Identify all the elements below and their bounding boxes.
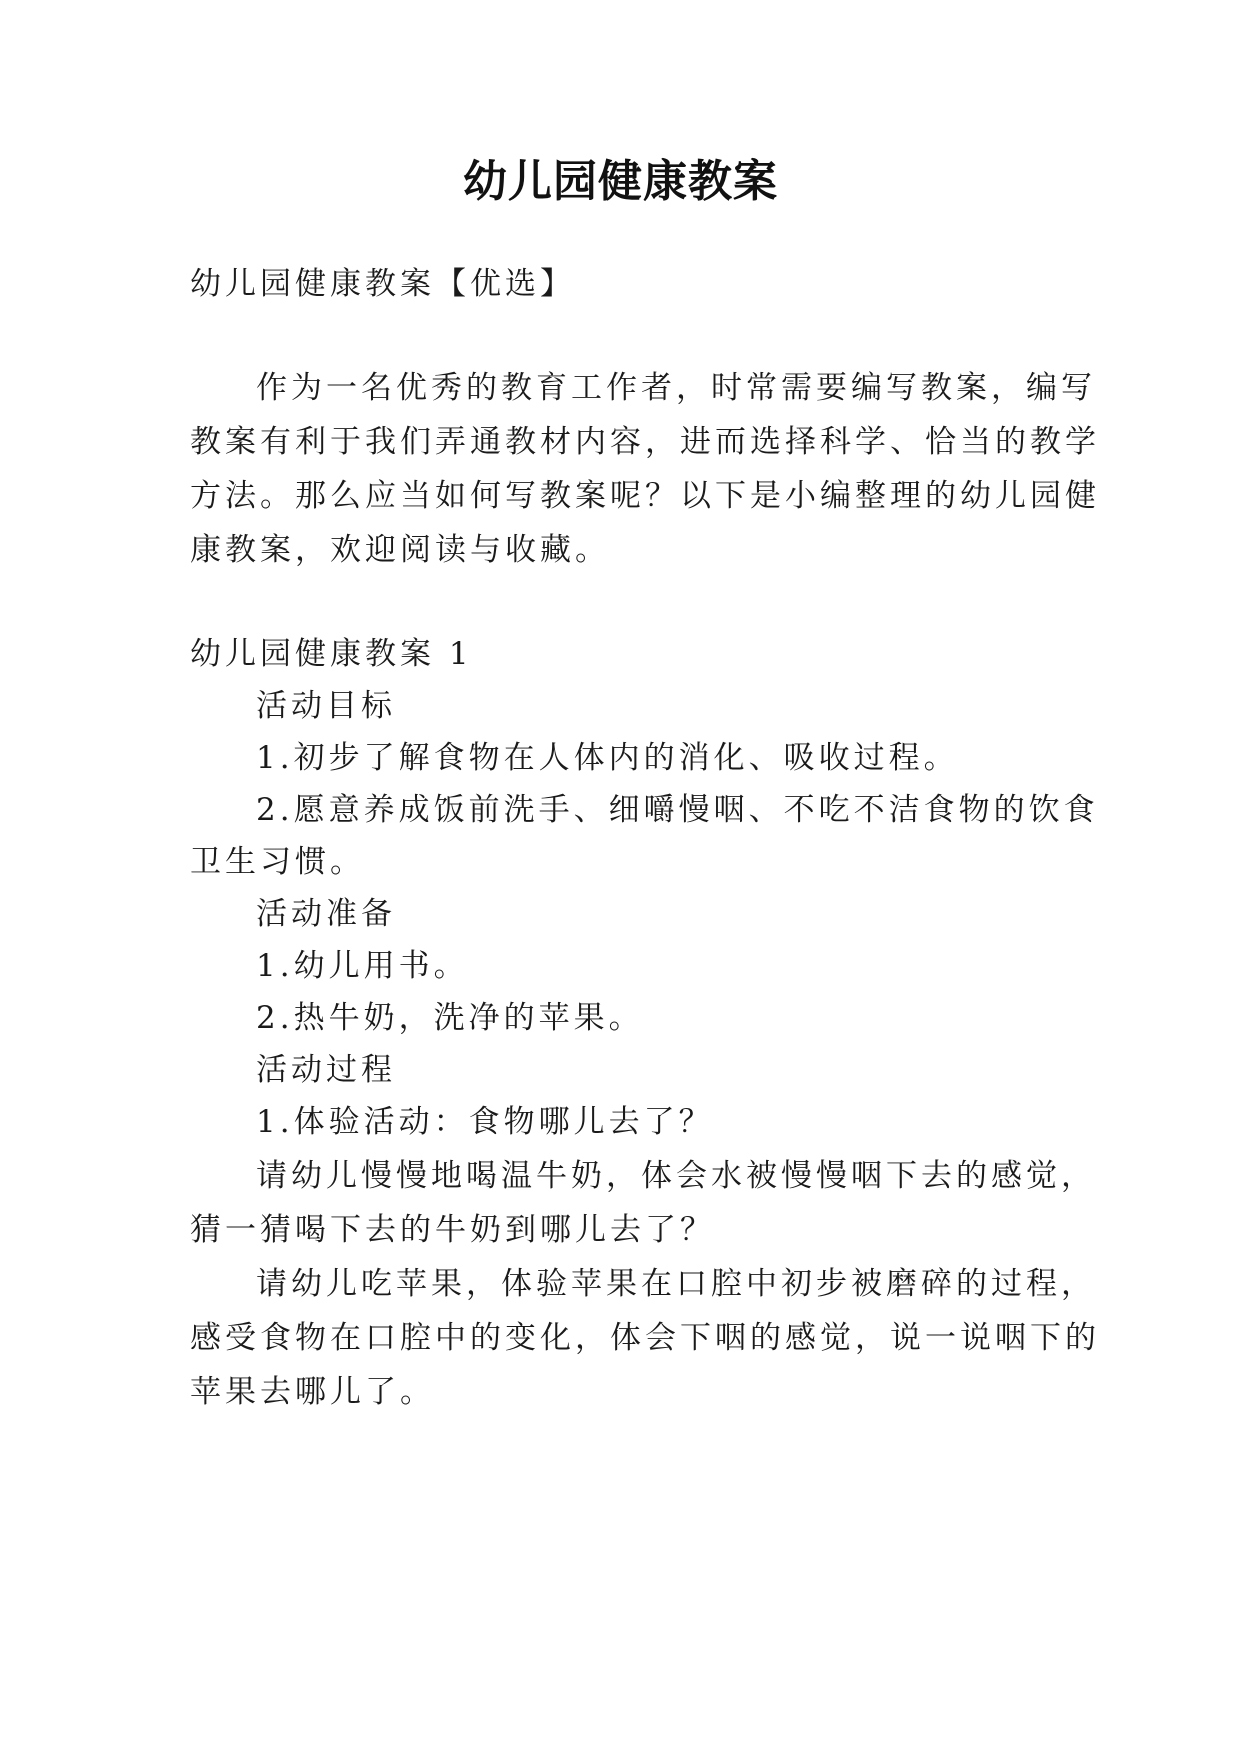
section-heading: 幼儿园健康教案 1 — [190, 636, 473, 672]
body-line-heading: 活动过程 — [256, 1052, 396, 1088]
body-line: 请幼儿慢慢地喝温牛奶，体会水被慢慢咽下去的感觉， — [256, 1158, 1096, 1194]
body-line: 2.愿意养成饭前洗手、细嚼慢咽、不吃不洁食物的饮食 — [256, 792, 1099, 828]
body-line: 卫生习惯。 — [190, 844, 365, 880]
intro-line: 方法。那么应当如何写教案呢？以下是小编整理的幼儿园健 — [190, 478, 1100, 514]
body-line: 苹果去哪儿了。 — [190, 1374, 435, 1410]
body-line: 1.幼儿用书。 — [256, 948, 469, 984]
intro-line: 教案有利于我们弄通教材内容，进而选择科学、恰当的教学 — [190, 424, 1100, 460]
document-subtitle: 幼儿园健康教案【优选】 — [190, 266, 575, 302]
body-line-heading: 活动目标 — [256, 688, 396, 724]
intro-line: 康教案，欢迎阅读与收藏。 — [190, 532, 610, 568]
body-line: 猜一猜喝下去的牛奶到哪儿去了？ — [190, 1212, 715, 1248]
body-line: 1.初步了解食物在人体内的消化、吸收过程。 — [256, 740, 959, 776]
body-line: 请幼儿吃苹果，体验苹果在口腔中初步被磨碎的过程， — [256, 1266, 1096, 1302]
intro-line: 作为一名优秀的教育工作者，时常需要编写教案，编写 — [256, 370, 1096, 406]
body-line: 感受食物在口腔中的变化，体会下咽的感觉，说一说咽下的 — [190, 1320, 1100, 1356]
body-line: 2.热牛奶，洗净的苹果。 — [256, 1000, 644, 1036]
body-line-heading: 活动准备 — [256, 896, 396, 932]
body-line: 1.体验活动：食物哪儿去了？ — [256, 1104, 714, 1140]
document-title: 幼儿园健康教案 — [463, 156, 778, 207]
